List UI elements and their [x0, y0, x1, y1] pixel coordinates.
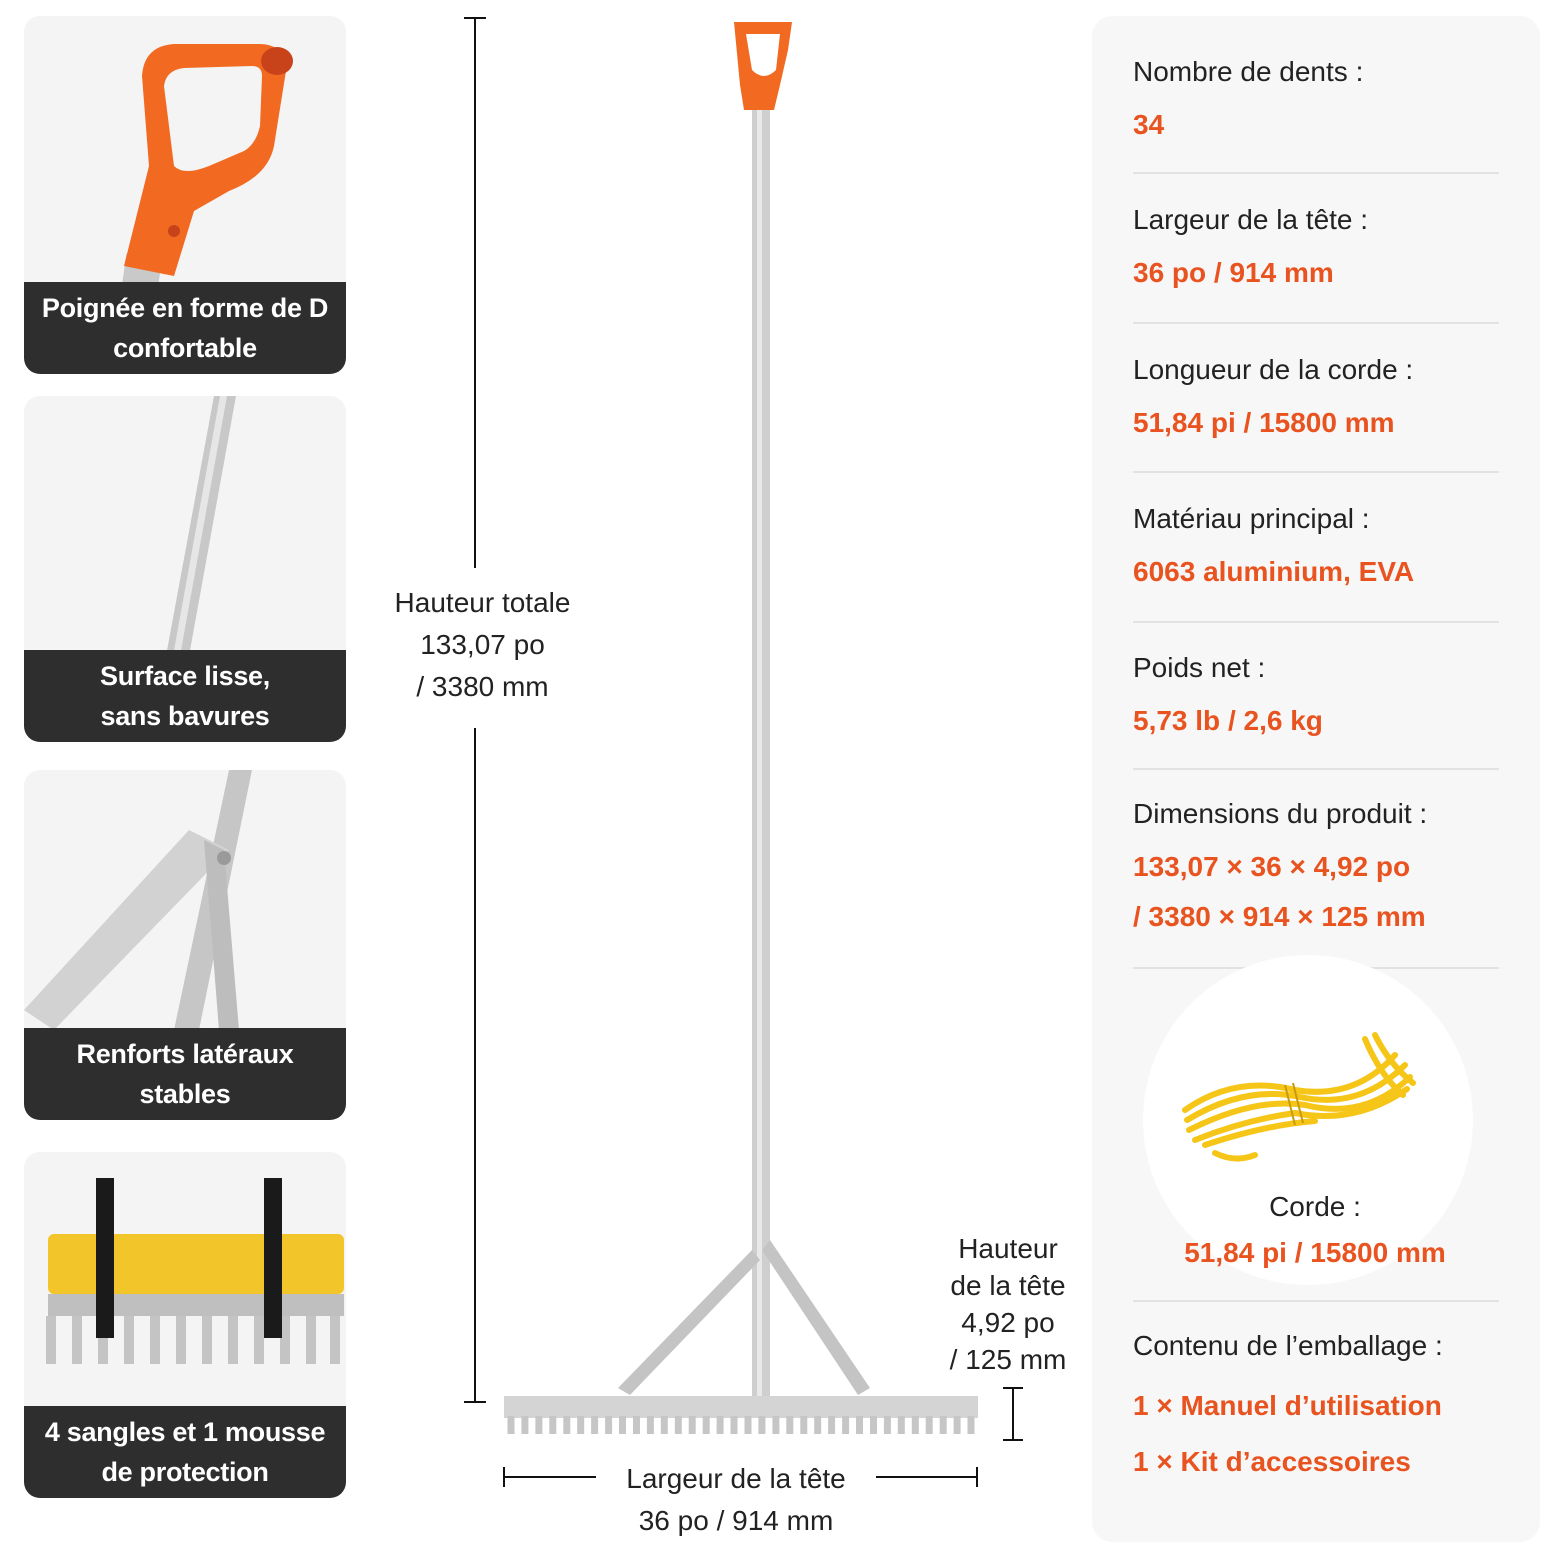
rake-tine [521, 1416, 528, 1434]
spec-weight: Poids net : 5,73 lb / 2,6 kg [1133, 652, 1323, 736]
height-dimension-line [474, 728, 476, 1402]
feature-caption: 4 sangles et 1 mousse de protection [24, 1406, 346, 1498]
feature-card-straps [24, 1152, 346, 1498]
width-tick-right [976, 1467, 978, 1487]
rake-tine [800, 1416, 807, 1434]
divider [1133, 322, 1499, 324]
feature-card-surface [24, 396, 346, 742]
rake-tine [633, 1416, 640, 1434]
width-dimension-line [504, 1476, 596, 1478]
braces-image [24, 770, 346, 1030]
rake-tine [968, 1416, 975, 1434]
rake-tine [940, 1416, 947, 1434]
spec-rope-length: Longueur de la corde : 51,84 pi / 15800 mm [1133, 354, 1414, 438]
rake-tine [898, 1416, 905, 1434]
feature-caption: Renforts latéraux stables [24, 1028, 346, 1120]
rake-tine [814, 1416, 821, 1434]
rake-tine [508, 1416, 515, 1434]
rake-tine [758, 1416, 765, 1434]
rake-tines [504, 1416, 978, 1436]
divider [1133, 471, 1499, 473]
spec-package-contents: Contenu de l’emballage : 1 × Manuel d’utilisation 1 × Kit d’accessoires [1133, 1330, 1443, 1477]
spec-dimensions: Dimensions du produit : 133,07 × 36 × 4,92 po / 3380 × 914 × 125 mm [1133, 798, 1428, 932]
head-width-label: Largeur de la tête 36 po / 914 mm [626, 1463, 846, 1536]
rope-label: Corde : 51,84 pi / 15800 mm [1184, 1191, 1446, 1268]
rake-tine [828, 1416, 835, 1434]
rake-tine [647, 1416, 654, 1434]
rake-tine [870, 1416, 877, 1434]
divider [1133, 1300, 1499, 1302]
rake-illustration [490, 10, 990, 1430]
height-dimension-line [474, 18, 476, 568]
pole-image [24, 396, 346, 656]
rake-tine [535, 1416, 542, 1434]
feature-caption: Poignée en forme de D confortable [24, 282, 346, 374]
spec-teeth: Nombre de dents : 34 [1133, 56, 1364, 140]
height-tick-top [464, 17, 486, 19]
rake-tine [912, 1416, 919, 1434]
divider [1133, 172, 1499, 174]
foam-straps-image [24, 1152, 346, 1402]
head-height-label: Hauteur de la tête 4,92 po / 125 mm [949, 1233, 1067, 1375]
total-height-label: Hauteur totale 133,07 po / 3380 mm [394, 587, 571, 702]
rake-tine [619, 1416, 626, 1434]
rake-tine [549, 1416, 556, 1434]
rake-tine [926, 1416, 933, 1434]
rake-tine [786, 1416, 793, 1434]
feature-card-handle [24, 16, 346, 374]
spec-material: Matériau principal : 6063 aluminium, EVA [1133, 503, 1415, 587]
rake-tine [842, 1416, 849, 1434]
rake-tine [745, 1416, 752, 1434]
width-tick-left [503, 1467, 505, 1487]
width-dimension-line [876, 1476, 978, 1478]
d-handle-image [24, 16, 346, 316]
head-height-tick [1003, 1439, 1023, 1441]
rake-tine [577, 1416, 584, 1434]
rake-tine [717, 1416, 724, 1434]
rake-tine [661, 1416, 668, 1434]
rake-tine [731, 1416, 738, 1434]
feature-card-braces [24, 770, 346, 1120]
height-tick-bottom [464, 1401, 486, 1403]
rake-tine [856, 1416, 863, 1434]
rake-tine [772, 1416, 779, 1434]
rope-image [1175, 1025, 1425, 1175]
head-height-line [1012, 1388, 1014, 1440]
divider [1133, 621, 1499, 623]
rake-tine [884, 1416, 891, 1434]
rake-tine [675, 1416, 682, 1434]
head-height-tick [1003, 1387, 1023, 1389]
rake-tine [954, 1416, 961, 1434]
spec-head-width: Largeur de la tête : 36 po / 914 mm [1133, 204, 1369, 288]
divider [1133, 768, 1499, 770]
feature-caption: Surface lisse, sans bavures [24, 650, 346, 742]
rake-tine [591, 1416, 598, 1434]
rake-tine [563, 1416, 570, 1434]
rake-tine [605, 1416, 612, 1434]
rake-tine [703, 1416, 710, 1434]
rake-tine [689, 1416, 696, 1434]
